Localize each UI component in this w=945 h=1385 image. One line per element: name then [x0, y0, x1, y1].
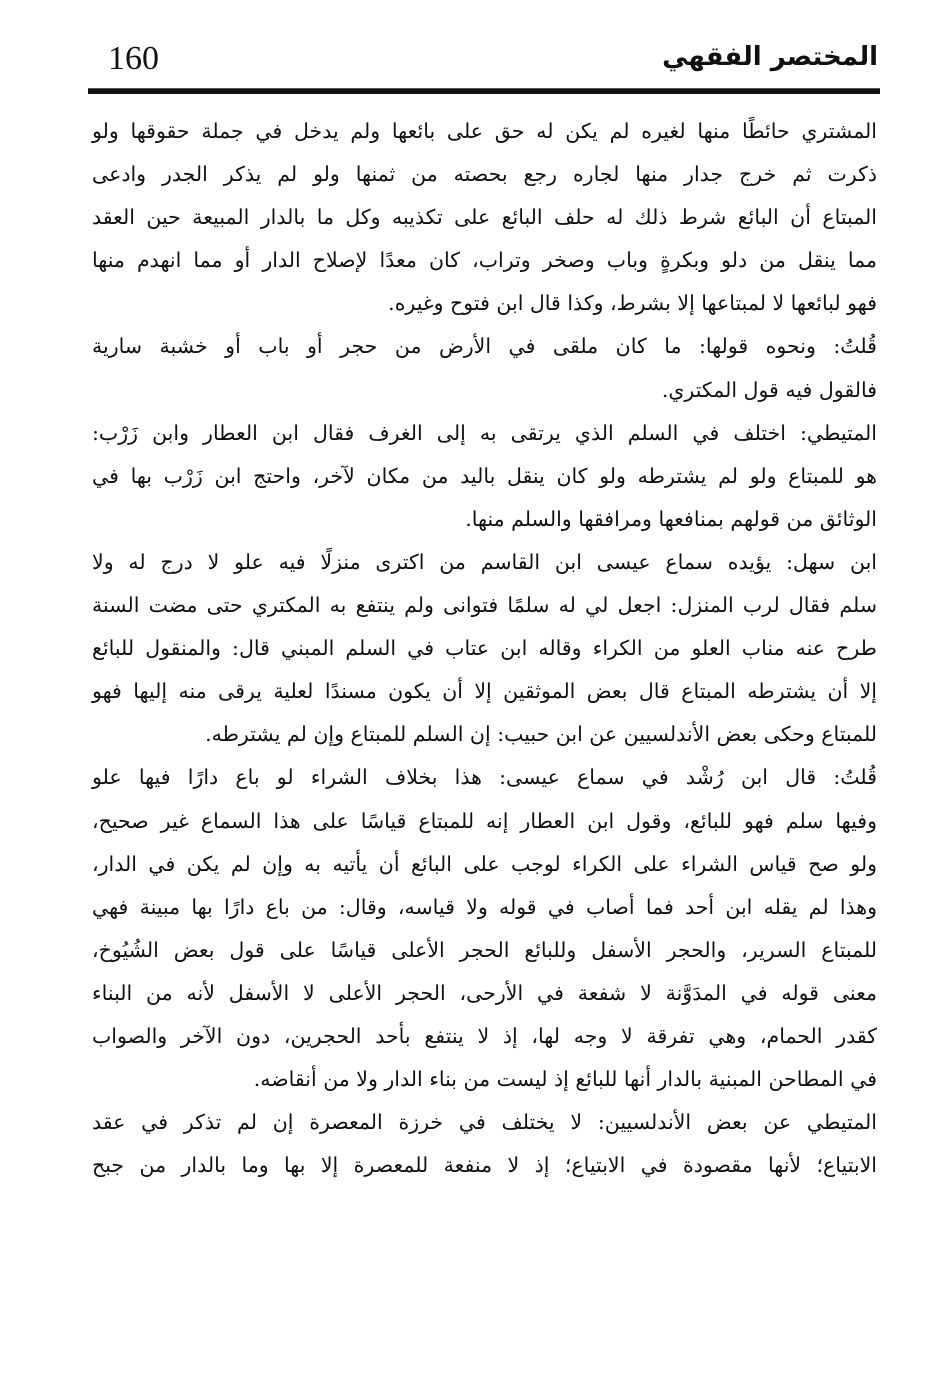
page-body [92, 110, 877, 1187]
header-rule [88, 88, 880, 94]
text-line: معنى قوله في المدَوَّنة لا شفعة في الأرحى، الحجر الأعلى لا الأسفل لأنه من البناء [92, 980, 877, 1005]
text-line: طرح عنه مناب العلو من الكراء وقاله ابن عتاب في السلم المبني قال: والمنقول للبائع [92, 636, 877, 661]
text-line: فهو لبائعها لا لمبتاعها إلا بشرط، وكذا قال ابن فتوح وغيره. [388, 291, 877, 316]
paragraph [92, 1101, 877, 1187]
text-line: ذكرت ثم خرج جدار منها لجاره رجع بحصته من ثمنها ولو لم يذكر الجدر وادعى [92, 162, 877, 187]
paragraph [92, 412, 877, 541]
text-line: كقدر الحمام، وهي تفرقة لا وجه لها، إذ لا ينتفع بأحد الحجرين، دون الآخر والصواب [92, 1023, 877, 1048]
paragraph [92, 756, 877, 1101]
text-line: مما ينقل من دلو وبكرةٍ وباب وصخر وتراب، كان معدًا لإصلاح الدار أو مما انهدم منها [92, 248, 877, 273]
text-line: قُلتُ: ونحوه قولها: ما كان ملقى في الأرض من حجر أو باب أو خشبة سارية [92, 334, 877, 359]
text-line: وهذا لم يقله ابن أحد فما أصاب في قوله ولا قياسه، وقال: من باع دارًا بها مبينة فهي [92, 894, 877, 919]
text-line: للمبتاع السرير، والحجر الأسفل وللبائع الحجر الأعلى قياسًا على قول بعض الشُيُوخ، [92, 937, 877, 962]
paragraph [92, 325, 877, 411]
text-line: المشتري حائطًا منها لغيره لم يكن له حق على بائعها ولم يدخل في جملة حقوقها ولو [92, 119, 877, 143]
text-line: للمبتاع وحكى بعض الأندلسيين عن ابن حبيب: إن السلم للمبتاع وإن لم يشترطه. [205, 722, 877, 747]
paragraph [92, 110, 877, 325]
page-header [88, 38, 878, 90]
text-line: في المطاحن المبنية بالدار أنها للبائع إذ ليست من بناء الدار ولا من أنقاضه. [253, 1067, 877, 1092]
text-line: إلا أن يشترطه المبتاع قال بعض الموثقين إلا أن يكون مسندًا لعلية يرقى منه إليها فهو [92, 679, 877, 704]
text-line: ولو صح قياس الشراء على الكراء لوجب على البائع أن يأتيه به وإن لم يكن في الدار، [92, 851, 877, 876]
text-line: المبتاع أن البائع شرط ذلك له حلف البائع على تكذيبه وكل ما بالدار المبيعة حين العقد [92, 205, 877, 230]
text-line: المتيطي: اختلف في السلم الذي يرتقى به إلى الغرف فقال ابن العطار وابن زَرْب: [92, 420, 877, 445]
running-title: المختصر الفقهي [662, 42, 878, 72]
text-line: قُلتُ: قال ابن رُشْد في سماع عيسى: هذا بخلاف الشراء لو باع دارًا فيها علو [92, 765, 877, 790]
text-line: الوثائق من قولهم بمنافعها ومرافقها والسلم منها. [465, 506, 877, 531]
text-line: هو للمبتاع ولو لم يشترطه ولو كان ينقل باليد من مكان لآخر، واحتج ابن زَرْب بها في [92, 463, 877, 488]
text-line: الابتياع؛ لأنها مقصودة في الابتياع؛ إذ لا منفعة للمعصرة إلا بها وما بالدار من جبح [92, 1153, 877, 1178]
paragraph [92, 541, 877, 756]
text-line: ابن سهل: يؤيده سماع عيسى ابن القاسم من اكترى منزلًا فيه علو لا درج له ولا [92, 549, 877, 574]
page-number: 160 [108, 40, 159, 77]
text-line: المتيطي عن بعض الأندلسيين: لا يختلف في خرزة المعصرة إن لم تذكر في عقد [92, 1110, 877, 1135]
text-line: وفيها سلم فهو للبائع، وقول ابن العطار إنه للمبتاع قياسًا على هذا السماع غير صحيح، [92, 808, 877, 833]
text-line: سلم فقال لرب المنزل: اجعل لي له سلمًا فتوانى ولم ينتفع به المكتري حتى مضت السنة [92, 593, 877, 618]
text-line: فالقول فيه قول المكتري. [661, 377, 877, 402]
